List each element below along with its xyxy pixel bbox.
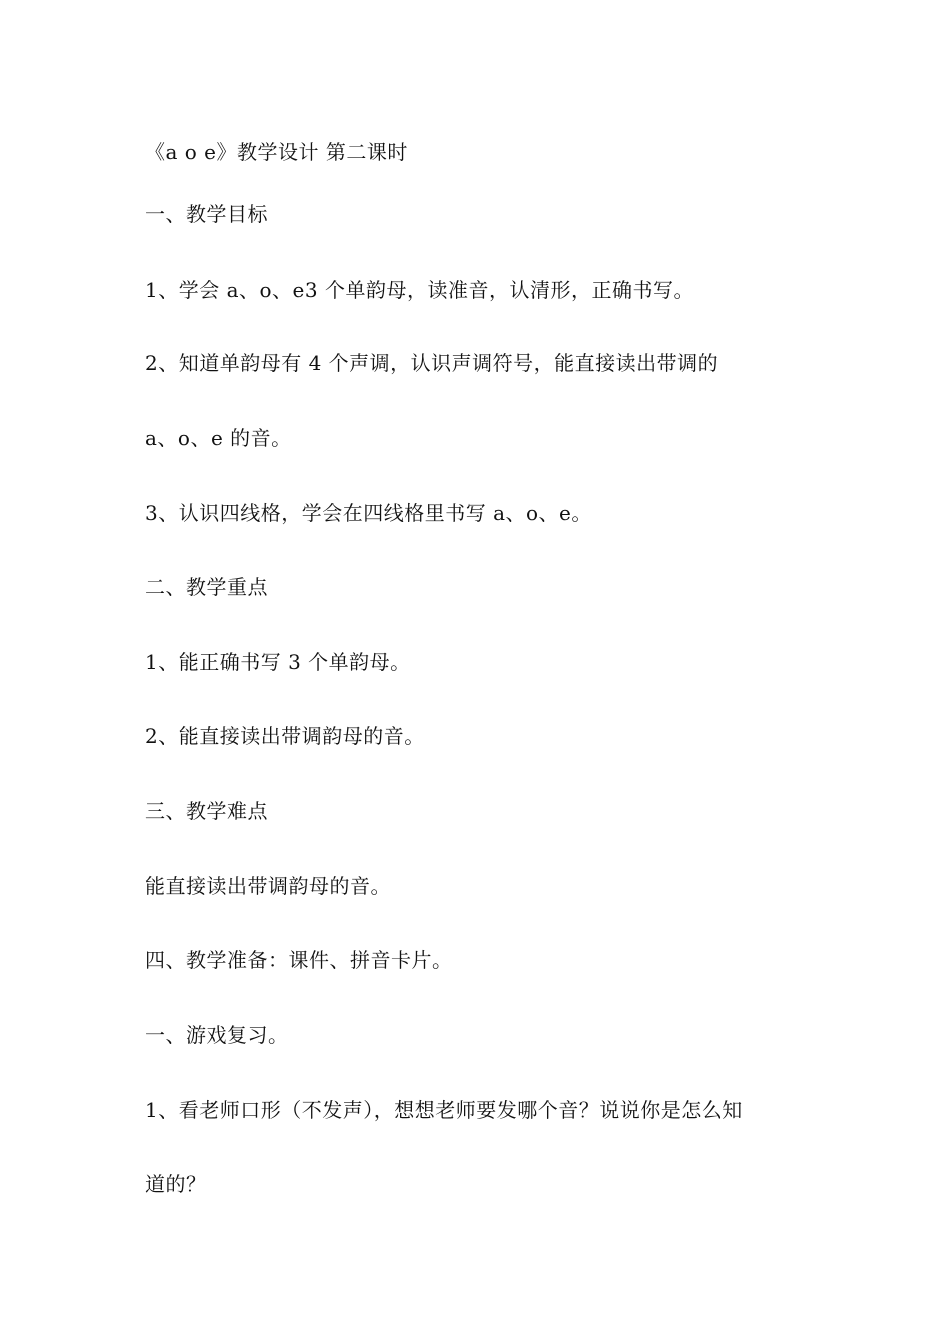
heading-key-points: 二、教学重点 xyxy=(145,575,268,599)
goal-item-3: 3、认识四线格，学会在四线格里书写 a、o、e。 xyxy=(145,501,592,525)
heading-preparation: 四、教学准备：课件、拼音卡片。 xyxy=(145,948,453,972)
document-title: 《a o e》教学设计 第二课时 xyxy=(145,140,408,164)
review-item-1-continued: 道的？ xyxy=(145,1172,207,1196)
goal-item-2: 2、知道单韵母有 4 个声调，认识声调符号，能直接读出带调的 xyxy=(145,351,719,375)
goal-item-2-continued: a、o、e 的音。 xyxy=(145,426,292,450)
difficulty-item: 能直接读出带调韵母的音。 xyxy=(145,874,391,898)
key-point-2: 2、能直接读出带调韵母的音。 xyxy=(145,724,425,748)
key-point-1: 1、能正确书写 3 个单韵母。 xyxy=(145,650,411,674)
heading-teaching-goals: 一、教学目标 xyxy=(145,202,268,226)
review-item-1: 1、看老师口形（不发声），想想老师要发哪个音？说说你是怎么知 xyxy=(145,1098,743,1122)
heading-game-review: 一、游戏复习。 xyxy=(145,1023,289,1047)
goal-item-1: 1、学会 a、o、e3 个单韵母，读准音，认清形，正确书写。 xyxy=(145,278,694,302)
heading-difficulties: 三、教学难点 xyxy=(145,799,268,823)
